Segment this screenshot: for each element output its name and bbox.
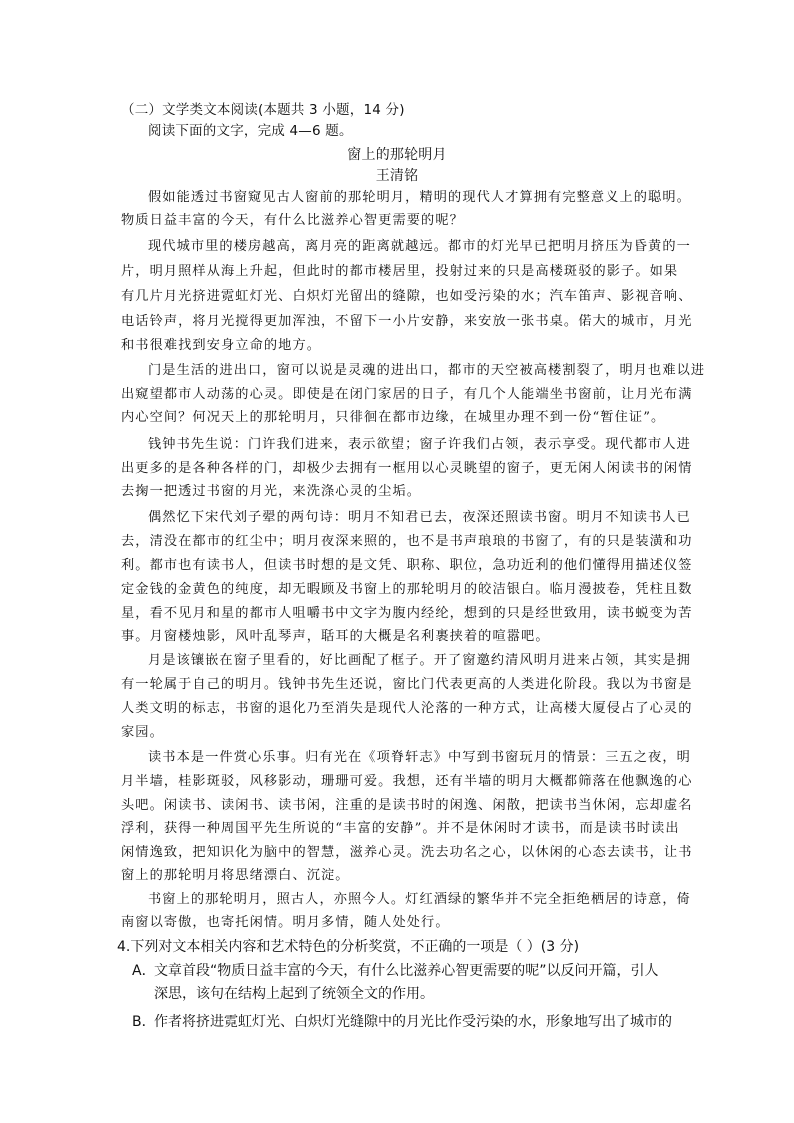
article-line: 定金钱的金黄色的纯度，却无暇顾及书窗上的那轮明月的皎洁银白。临月漫披卷，凭柱且数 [121,582,693,597]
article-line: 片，明月照样从海上升起，但此时的都市楼居里，投射过来的只是高楼斑驳的影子。如果 [121,264,679,279]
article-line: 月是该镶嵌在窗子里看的，好比画配了框子。开了窗邀约清风明月进来占领，其实是拥 [148,653,691,668]
article-line: 头吧。闲读书、读闲书、读书闲，注重的是读书时的闲逸、闲散，把读书当休闲，忘却虚名 [121,798,693,813]
article-line: 读书本是一件赏心乐事。归有光在《项脊轩志》中写到书窗玩月的情景：三五之夜，明 [148,750,691,765]
article-line: 去掬一把透过书窗的月光，来洗涤心灵的尘垢。 [121,484,422,499]
article-line: 星，看不见月和星的都市人咀嚼书中文字为腹内经纶，想到的只是经世致用，读书蜕变为苦 [121,606,693,621]
article-line: 假如能透过书窗窥见古人窗前的那轮明月，精明的现代人才算拥有完整意义上的聪明。 [148,190,691,205]
option-a-text-cont: 深思，该句在结构上起到了统领全文的作用。 [154,986,434,1002]
question-stem: 4.下列对文本相关内容和艺术特色的分析奖赏，不正确的一项是（ ）(3 分) [117,939,580,955]
article-line: 电话铃声，将月光搅得更加浑浊，不留下一小片安静，来安放一张书桌。偌大的城市，月光 [121,314,693,329]
article-line: 月半墙，桂影斑驳，风移影动，珊珊可爱。我想，还有半墙的明月大概都筛落在他飘逸的心 [121,774,693,789]
article-line: 物质日益丰富的今天，有什么比滋养心智更需要的呢？ [121,213,464,228]
article-line: 利。都市也有读书人，但读书时想的是文凭、职称、职位，急功近利的他们懂得用描述仪签 [121,558,693,573]
section-header: （二）文学类文本阅读(本题共 3 小题，14 分) [121,102,405,118]
article-line: 有几片月光挤进霓虹灯光、白炽灯光留出的缝隙，也如受污染的水；汽车笛声、影视音响、 [121,289,693,304]
article-line: 出窥望都市人动荡的心灵。即使是在闭门家居的日子，有几个人能端坐书窗前，让月光布满 [121,387,693,402]
instruction: 阅读下面的文字，完成 4—6 题。 [148,123,353,139]
article-line: 有一轮属于自己的明月。钱钟书先生还说，窗比门代表更高的人类进化阶段。我以为书窗是 [121,677,693,692]
option-b-text: 作者将挤进霓虹灯光、白炽灯光缝隙中的月光比作受污染的水，形象地写出了城市的 [154,1014,672,1030]
article-line: 门是生活的进出口，窗可以说是灵魂的进出口，都市的天空被高楼割裂了，明月也难以进 [148,363,706,378]
article-author: 王清铭 [375,168,419,184]
article-line: 南窗以寄傲，也寄托闲情。明月多情，随人处处行。 [121,915,450,930]
article-line: 窗上的那轮明月将思绪漂白、沉淀。 [121,868,350,883]
article-line: 闲情逸致，把知识化为脑中的智慧，滋养心灵。洗去功名之心，以休闲的心态去读书，让书 [121,845,693,860]
option-a-letter: A． [132,963,156,979]
article-line: 书窗上的那轮明月，照古人，亦照今人。灯红酒绿的繁华并不完全拒绝栖居的诗意，倚 [148,892,691,907]
article-line: 浮利，获得一种周国平先生所说的“丰富的安静”。并不是休闲时才读书，而是读书时读出 [121,821,680,836]
article-line: 家园。 [121,725,164,740]
article-line: 出更多的是各种各样的门，却极少去拥有一框用以心灵眺望的窗子，更无闲人闲读书的闲情 [121,461,693,476]
article-line: 事。月窗楼烛影，风叶乱琴声，聒耳的大概是名利裹挟着的喧嚣吧。 [121,629,550,644]
article-line: 钱钟书先生说：门许我们进来，表示欲望；窗子许我们占领，表示享受。现代都市人进 [148,437,691,452]
article-line: 偶然忆下宋代刘子翚的两句诗：明月不知君已去，夜深还照读书窗。明月不知读书人已 [148,510,691,525]
option-a-text: 文章首段“物质日益丰富的今天，有什么比滋养心智更需要的呢”以反问开篇，引人 [154,963,659,979]
article-line: 人类文明的标志，书窗的退化乃至消失是现代人沦落的一种方式，让高楼大厦侵占了心灵的 [121,701,693,716]
article-line: 内心空间？何况天上的那轮明月，只徘徊在都市边缘，在城里办理不到一份“暂住证”。 [121,410,666,425]
article-line: 现代城市里的楼房越高，离月亮的距离就越远。都市的灯光早已把明月挤压为昏黄的一 [148,239,691,254]
article-title: 窗上的那轮明月 [347,147,447,163]
option-b-letter: B． [132,1014,156,1030]
article-line: 和书很难找到安身立命的地方。 [121,338,322,353]
article-line: 去，清没在都市的红尘中；明月夜深来照的，也不是书声琅琅的书窗了，有的只是装潢和功 [121,534,693,549]
